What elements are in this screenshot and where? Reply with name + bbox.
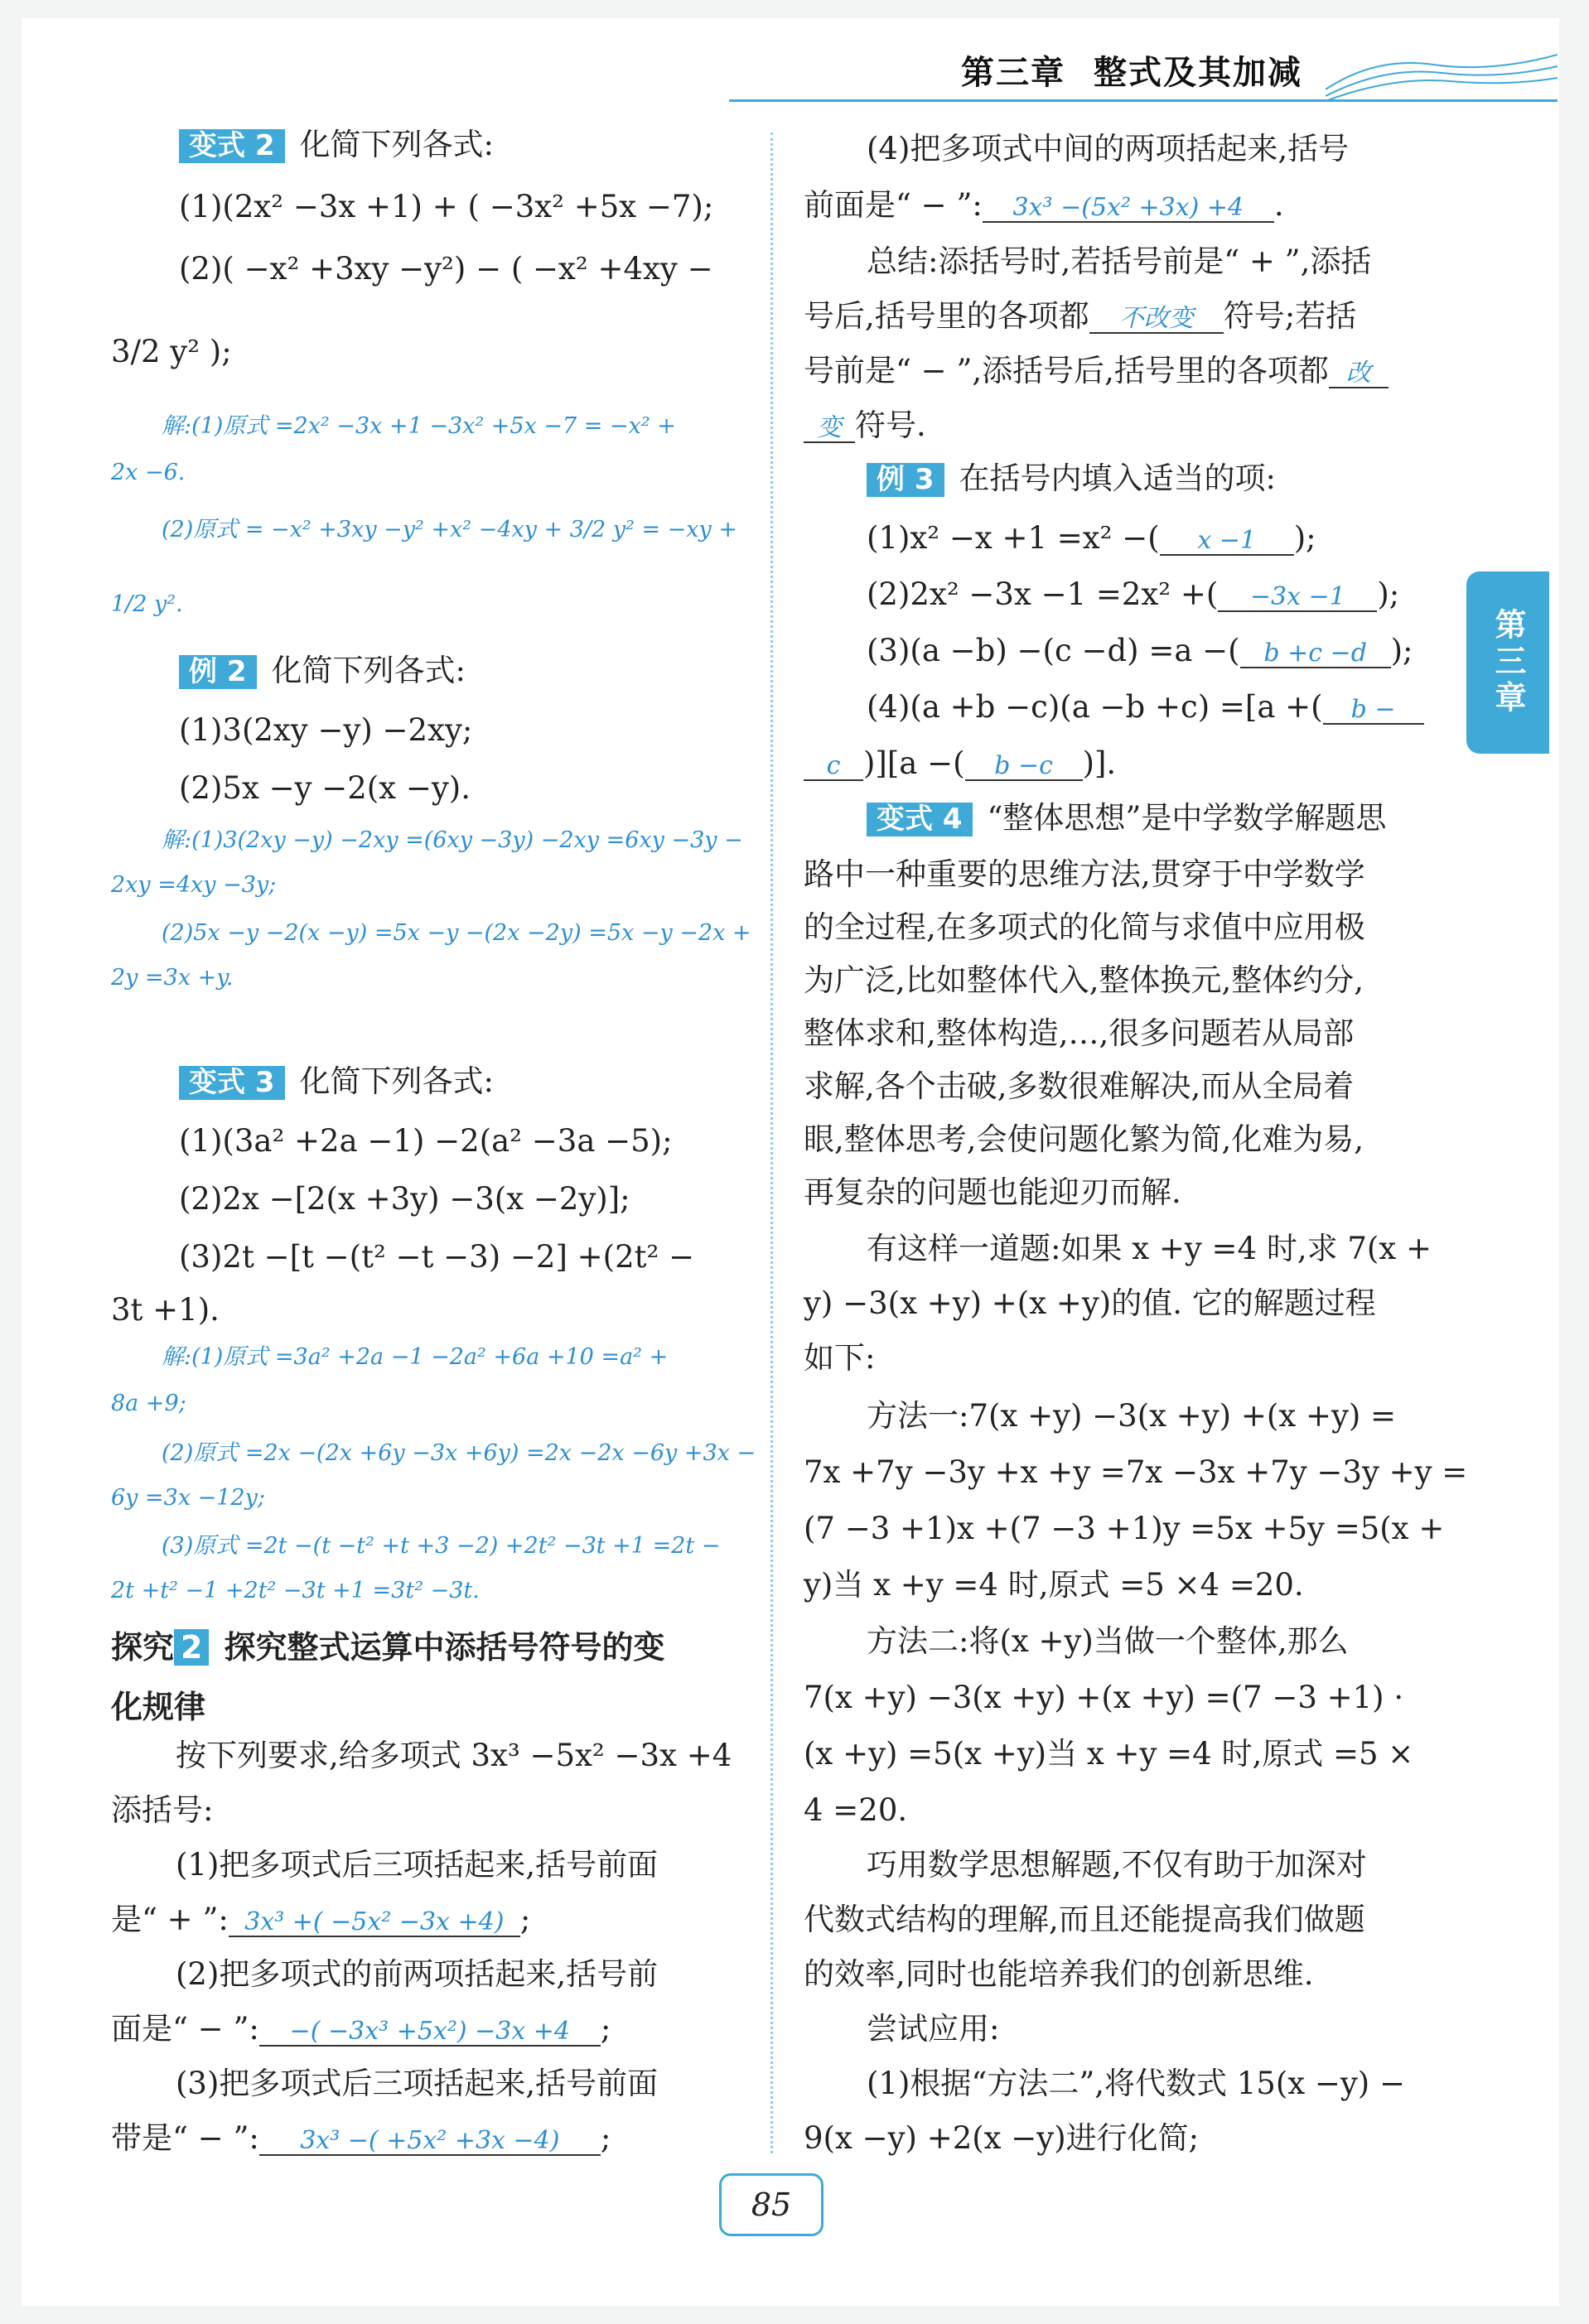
paragraph-line: 眼,整体思考,会使问题化繁为简,化难为易, <box>804 1121 1364 1157</box>
example-3-heading <box>867 462 1276 497</box>
summary-line <box>804 300 1356 334</box>
summary-line <box>804 409 926 443</box>
answer-blank: 3x³ +( −5x² −3x +4) <box>229 1908 520 1937</box>
answer-blank: x −1 <box>1160 527 1294 556</box>
solution-line: 解:(1)原式 =2x² −3x +1 −3x² +5x −7 = −x² + <box>162 413 676 439</box>
fill-line <box>867 522 1316 556</box>
paragraph-line: 9(x −y) +2(x −y)进行化简; <box>804 2120 1200 2156</box>
question-line <box>111 1903 530 1937</box>
paragraph-line: (x +y) =5(x +y)当 x +y =4 时,原式 =5 × <box>804 1736 1414 1772</box>
problem-line: 3t +1). <box>111 1292 220 1328</box>
summary-line <box>804 354 1389 388</box>
solution-line: 2y =3x +y. <box>111 965 234 991</box>
fill-text: )][a −( <box>863 745 965 781</box>
answer-blank: b − <box>1323 696 1424 725</box>
paragraph-line: 整体求和,整体构造,…,很多问题若从局部 <box>804 1015 1355 1051</box>
solution-line: 6y =3x −12y; <box>111 1485 265 1511</box>
variant-badge: 变式 3 <box>179 1066 285 1100</box>
solution-line: (3)原式 =2t −(t −t² +t +3 −2) +2t² −3t +1 =2t − <box>162 1533 721 1559</box>
question-text: . <box>1273 187 1284 223</box>
paragraph-line: 方法二:将(x +y)当做一个整体,那么 <box>867 1623 1349 1659</box>
summary-text: 号后,括号里的各项都 <box>804 298 1089 334</box>
question-line: (1)把多项式后三项括起来,括号前面 <box>176 1847 659 1883</box>
solution-line: (2)5x −y −2(x −y) =5x −y −(2x −2y) =5x −y −2x + <box>162 920 751 946</box>
paragraph-line: 再复杂的问题也能迎刃而解. <box>804 1174 1181 1210</box>
solution-line: 解:(1)原式 =3a² +2a −1 −2a² +6a +10 =a² + <box>162 1344 669 1370</box>
inquiry-title-cont: 化规律 <box>111 1689 206 1725</box>
fill-text: ); <box>1377 576 1400 612</box>
inquiry-title: 探究整式运算中添括号符号的变 <box>224 1629 665 1666</box>
answer-blank: 变 <box>804 414 855 443</box>
paragraph-line: 有这样一道题:如果 x +y =4 时,求 7(x + <box>867 1231 1432 1266</box>
example-badge: 例 3 <box>867 463 944 497</box>
solution-line: 1/2 y². <box>111 591 183 617</box>
header-decoration <box>1326 48 1558 106</box>
answer-blank: 不改变 <box>1089 305 1224 334</box>
fill-text: (2)2x² −3x −1 =2x² +( <box>867 576 1219 612</box>
chapter-side-tab: 第三章 <box>1466 571 1549 754</box>
question-text: 面是“ − ”: <box>111 2011 259 2047</box>
example-badge: 例 2 <box>179 655 257 689</box>
solution-line: 2xy =4xy −3y; <box>111 872 277 898</box>
answer-blank: −( −3x³ +5x²) −3x +4 <box>259 2018 601 2047</box>
answer-blank: 改 <box>1329 359 1389 388</box>
paragraph-line: 路中一种重要的思维方法,贯穿于中学数学 <box>804 856 1365 892</box>
variant-3-heading <box>179 1065 494 1100</box>
problem-line: (2)( −x² +3xy −y²) − ( −x² +4xy − <box>179 251 713 287</box>
question-line <box>111 2013 611 2047</box>
summary-text: 符号;若括 <box>1223 298 1357 334</box>
fill-text: ); <box>1293 520 1316 556</box>
solution-line: 2x −6. <box>111 460 186 485</box>
summary-line: 总结:添括号时,若括号前是“ + ”,添括 <box>867 243 1372 279</box>
question-text: ; <box>600 2120 611 2156</box>
question-text: ; <box>600 2011 611 2047</box>
question-line <box>804 189 1284 223</box>
paragraph-line: 的效率,同时也能培养我们的创新思维. <box>804 1956 1314 1992</box>
question-line: (2)把多项式的前两项括起来,括号前 <box>176 1956 659 1992</box>
fill-text: )]. <box>1082 745 1117 781</box>
fill-line <box>867 691 1424 725</box>
paragraph-line: 求解,各个击破,多数很难解决,而从全局着 <box>804 1068 1355 1104</box>
paragraph-line: (1)根据“方法二”,将代数式 15(x −y) − <box>867 2066 1406 2101</box>
paragraph-line: 按下列要求,给多项式 3x³ −5x² −3x +4 <box>176 1738 732 1773</box>
chapter-header <box>961 46 1302 94</box>
problem-line: (3)2t −[t −(t² −t −3) −2] +(2t² − <box>179 1239 695 1275</box>
fill-text: (1)x² −x +1 =x² −( <box>867 520 1160 556</box>
problem-line: 3/2 y² ); <box>111 334 232 369</box>
question-line: (4)把多项式中间的两项括起来,括号 <box>867 131 1350 166</box>
question-line: (3)把多项式后三项括起来,括号前面 <box>176 2066 659 2101</box>
paragraph-line: y)当 x +y =4 时,原式 =5 ×4 =20. <box>804 1567 1304 1603</box>
example-title: 在括号内填入适当的项: <box>959 460 1276 496</box>
paragraph-line: (7 −3 +1)x +(7 −3 +1)y =5x +5y =5(x + <box>804 1511 1445 1546</box>
answer-blank: c <box>804 752 863 781</box>
inquiry-tag: 探究 <box>111 1629 175 1666</box>
chapter-title: 整式及其加减 <box>1094 54 1302 92</box>
fill-line <box>867 634 1413 668</box>
answer-blank: b −c <box>965 752 1083 781</box>
variant-4-heading <box>867 802 1386 837</box>
header-rule <box>729 99 1558 102</box>
question-text: 带是“ − ”: <box>111 2120 259 2156</box>
paragraph-line: 方法一:7(x +y) −3(x +y) +(x +y) = <box>867 1398 1397 1434</box>
inquiry-heading <box>111 1622 664 1667</box>
solution-line: 解:(1)3(2xy −y) −2xy =(6xy −3y) −2xy =6xy −3y − <box>162 827 743 853</box>
solution-line: 2t +t² −1 +2t² −3t +1 =3t² −3t. <box>111 1578 480 1603</box>
paragraph-line: 添括号: <box>111 1792 214 1828</box>
answer-blank: b +c −d <box>1240 639 1391 668</box>
fill-text: (4)(a +b −c)(a −b +c) =[a +( <box>867 689 1323 725</box>
solution-line: (2)原式 = −x² +3xy −y² +x² −4xy + 3/2 y² = −xy + <box>162 517 737 542</box>
problem-line: (1)3(2xy −y) −2xy; <box>179 712 473 748</box>
variant-badge: 变式 4 <box>867 803 973 837</box>
fill-text: (3)(a −b) −(c −d) =a −( <box>867 633 1240 668</box>
fill-line <box>804 747 1116 781</box>
paragraph-line: 的全过程,在多项式的化简与求值中应用极 <box>804 909 1365 945</box>
fill-line <box>867 578 1399 612</box>
variant-2-heading <box>179 128 494 163</box>
inquiry-number: 2 <box>174 1629 209 1666</box>
column-divider <box>770 133 773 2153</box>
variant-badge: 变式 2 <box>179 129 285 163</box>
paragraph-line: 代数式结构的理解,而且还能提高我们做题 <box>804 1902 1365 1937</box>
paragraph-line: y) −3(x +y) +(x +y)的值. 它的解题过程 <box>804 1285 1376 1321</box>
chapter-label: 第三章 <box>961 54 1065 92</box>
summary-text: 号前是“ − ”,添括号后,括号里的各项都 <box>804 353 1329 388</box>
summary-text: 符号. <box>855 407 926 443</box>
variant-title: 化简下列各式: <box>299 127 494 162</box>
solution-line: (2)原式 =2x −(2x +6y −3x +6y) =2x −2x −6y +3x − <box>162 1440 756 1466</box>
paragraph-line: 4 =20. <box>804 1792 908 1828</box>
paragraph-line: 7(x +y) −3(x +y) +(x +y) =(7 −3 +1) · <box>804 1680 1404 1715</box>
paragraph-line: 如下: <box>804 1340 876 1376</box>
paragraph-line: 尝试应用: <box>867 2011 1000 2047</box>
answer-blank: 3x³ −( +5x² +3x −4) <box>259 2127 601 2156</box>
page-number: 85 <box>719 2173 823 2236</box>
problem-line: (2)5x −y −2(x −y). <box>179 770 471 806</box>
answer-blank: 3x³ −(5x² +3x) +4 <box>983 194 1274 223</box>
question-text: 是“ + ”: <box>111 1902 229 1937</box>
problem-line: (1)(2x² −3x +1) + ( −3x² +5x −7); <box>179 189 714 224</box>
paragraph-text: “整体思想”是中学数学解题思 <box>987 800 1387 836</box>
solution-line: 8a +9; <box>111 1391 186 1416</box>
variant-title: 化简下列各式: <box>299 1063 494 1099</box>
example-title: 化简下列各式: <box>271 653 466 688</box>
paragraph-line: 7x +7y −3y +x +y =7x −3x +7y −3y +y = <box>804 1454 1468 1490</box>
answer-blank: −3x −1 <box>1218 583 1377 612</box>
problem-line: (1)(3a² +2a −1) −2(a² −3a −5); <box>179 1123 673 1159</box>
question-line <box>111 2122 611 2156</box>
example-2-heading <box>179 654 466 689</box>
question-text: 前面是“ − ”: <box>804 187 983 223</box>
paragraph-line: 巧用数学思想解题,不仅有助于加深对 <box>867 1847 1367 1883</box>
question-text: ; <box>519 1902 531 1937</box>
problem-line: (2)2x −[2(x +3y) −3(x −2y)]; <box>179 1181 630 1217</box>
paragraph-line: 为广泛,比如整体代入,整体换元,整体约分, <box>804 962 1364 998</box>
fill-text: ); <box>1390 633 1413 668</box>
